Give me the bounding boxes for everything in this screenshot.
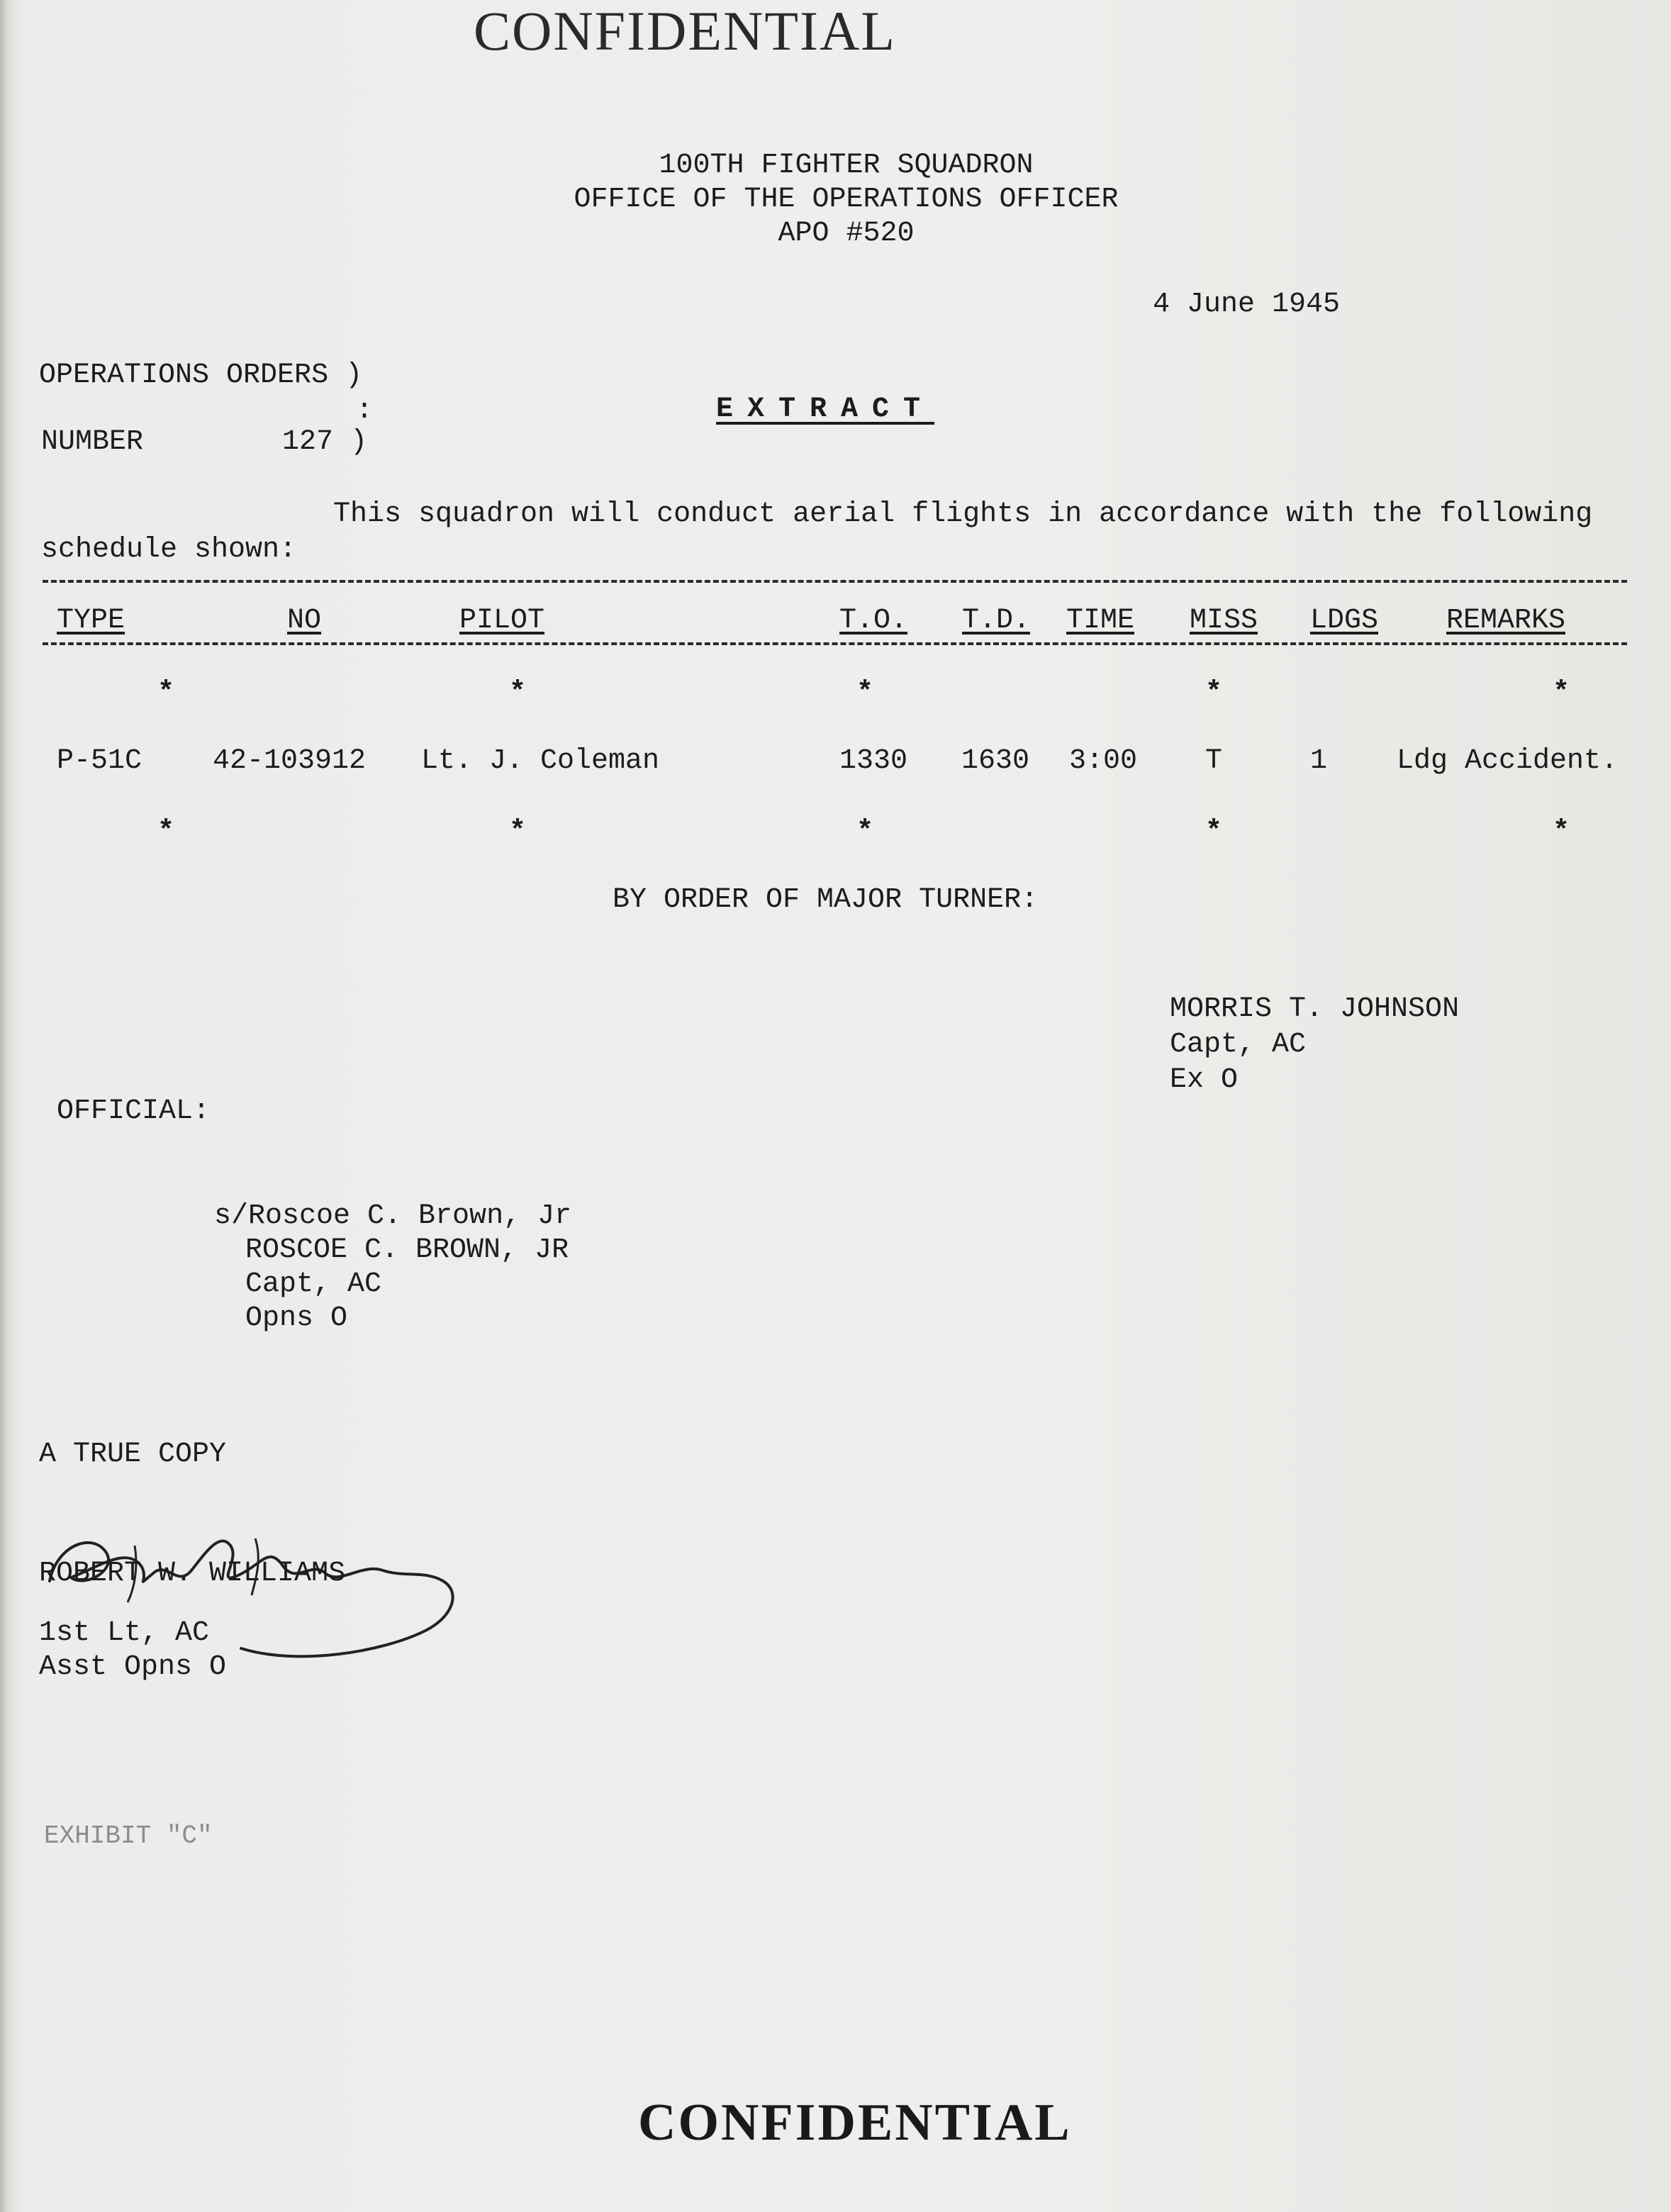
table-header-rule bbox=[43, 642, 1627, 645]
table-top-rule bbox=[43, 580, 1627, 583]
omission-star: * bbox=[856, 816, 874, 848]
cell-miss: T bbox=[1205, 745, 1223, 777]
signatory-name: MORRIS T. JOHNSON bbox=[1170, 993, 1460, 1025]
omission-star: * bbox=[509, 816, 527, 848]
cell-ldgs: 1 bbox=[1310, 745, 1328, 777]
col-header-miss: MISS bbox=[1190, 605, 1258, 637]
col-header-to: T.O. bbox=[839, 605, 908, 637]
omission-star: * bbox=[1205, 677, 1223, 709]
orders-number-label: NUMBER bbox=[41, 426, 144, 458]
omission-star: * bbox=[1553, 677, 1570, 709]
orders-label: OPERATIONS ORDERS ) bbox=[39, 359, 363, 391]
col-header-remarks: REMARKS bbox=[1446, 605, 1566, 637]
omission-star: * bbox=[1553, 816, 1570, 848]
omission-star: * bbox=[157, 816, 175, 848]
exhibit-label: EXHIBIT "C" bbox=[44, 1821, 213, 1850]
omission-star: * bbox=[856, 677, 874, 709]
confidential-stamp-bottom: CONFIDENTIAL bbox=[638, 2094, 1072, 2152]
cell-type: P-51C bbox=[57, 745, 142, 777]
col-header-ldgs: LDGS bbox=[1310, 605, 1379, 637]
omission-star: * bbox=[1205, 816, 1223, 848]
letterhead-office: OFFICE OF THE OPERATIONS OFFICER bbox=[574, 184, 1119, 216]
cell-td: 1630 bbox=[961, 745, 1030, 777]
signatory-rank: Capt, AC bbox=[1170, 1029, 1307, 1061]
official-signed: s/Roscoe C. Brown, Jr bbox=[214, 1200, 572, 1232]
letterhead-apo: APO #520 bbox=[778, 218, 915, 250]
document-date: 4 June 1945 bbox=[1153, 289, 1341, 320]
extract-heading: EXTRACT bbox=[716, 393, 935, 425]
true-copy-rank: 1st Lt, AC bbox=[39, 1617, 210, 1649]
confidential-stamp-top: CONFIDENTIAL bbox=[474, 0, 896, 62]
official-title: Opns O bbox=[245, 1302, 348, 1334]
col-header-type: TYPE bbox=[57, 605, 125, 637]
official-label: OFFICIAL: bbox=[57, 1095, 211, 1127]
official-name: ROSCOE C. BROWN, JR bbox=[245, 1234, 569, 1266]
col-header-no: NO bbox=[287, 605, 322, 637]
letterhead-unit: 100TH FIGHTER SQUADRON bbox=[659, 150, 1034, 181]
cell-remarks: Ldg Accident. bbox=[1397, 745, 1619, 777]
col-header-pilot: PILOT bbox=[459, 605, 545, 637]
cell-pilot: Lt. J. Coleman bbox=[421, 745, 660, 777]
by-order-line: BY ORDER OF MAJOR TURNER: bbox=[613, 884, 1039, 916]
signatory-title: Ex O bbox=[1170, 1064, 1239, 1096]
orders-colon: : bbox=[356, 395, 374, 427]
col-header-time: TIME bbox=[1066, 605, 1135, 637]
intro-line-1: This squadron will conduct aerial flights in accordance with the following bbox=[333, 498, 1593, 530]
omission-star: * bbox=[157, 677, 175, 709]
orders-number-value: 127 ) bbox=[282, 426, 368, 458]
official-rank: Capt, AC bbox=[245, 1268, 382, 1300]
omission-star: * bbox=[509, 677, 527, 709]
col-header-td: T.D. bbox=[962, 605, 1031, 637]
intro-line-2: schedule shown: bbox=[41, 534, 297, 566]
cell-time: 3:00 bbox=[1069, 745, 1138, 777]
true-copy-title: Asst Opns O bbox=[39, 1651, 227, 1683]
true-copy-label: A TRUE COPY bbox=[39, 1439, 227, 1470]
cell-no: 42-103912 bbox=[213, 745, 367, 777]
true-copy-name: ROBERT W. WILLIAMS bbox=[39, 1558, 346, 1590]
cell-to: 1330 bbox=[839, 745, 908, 777]
